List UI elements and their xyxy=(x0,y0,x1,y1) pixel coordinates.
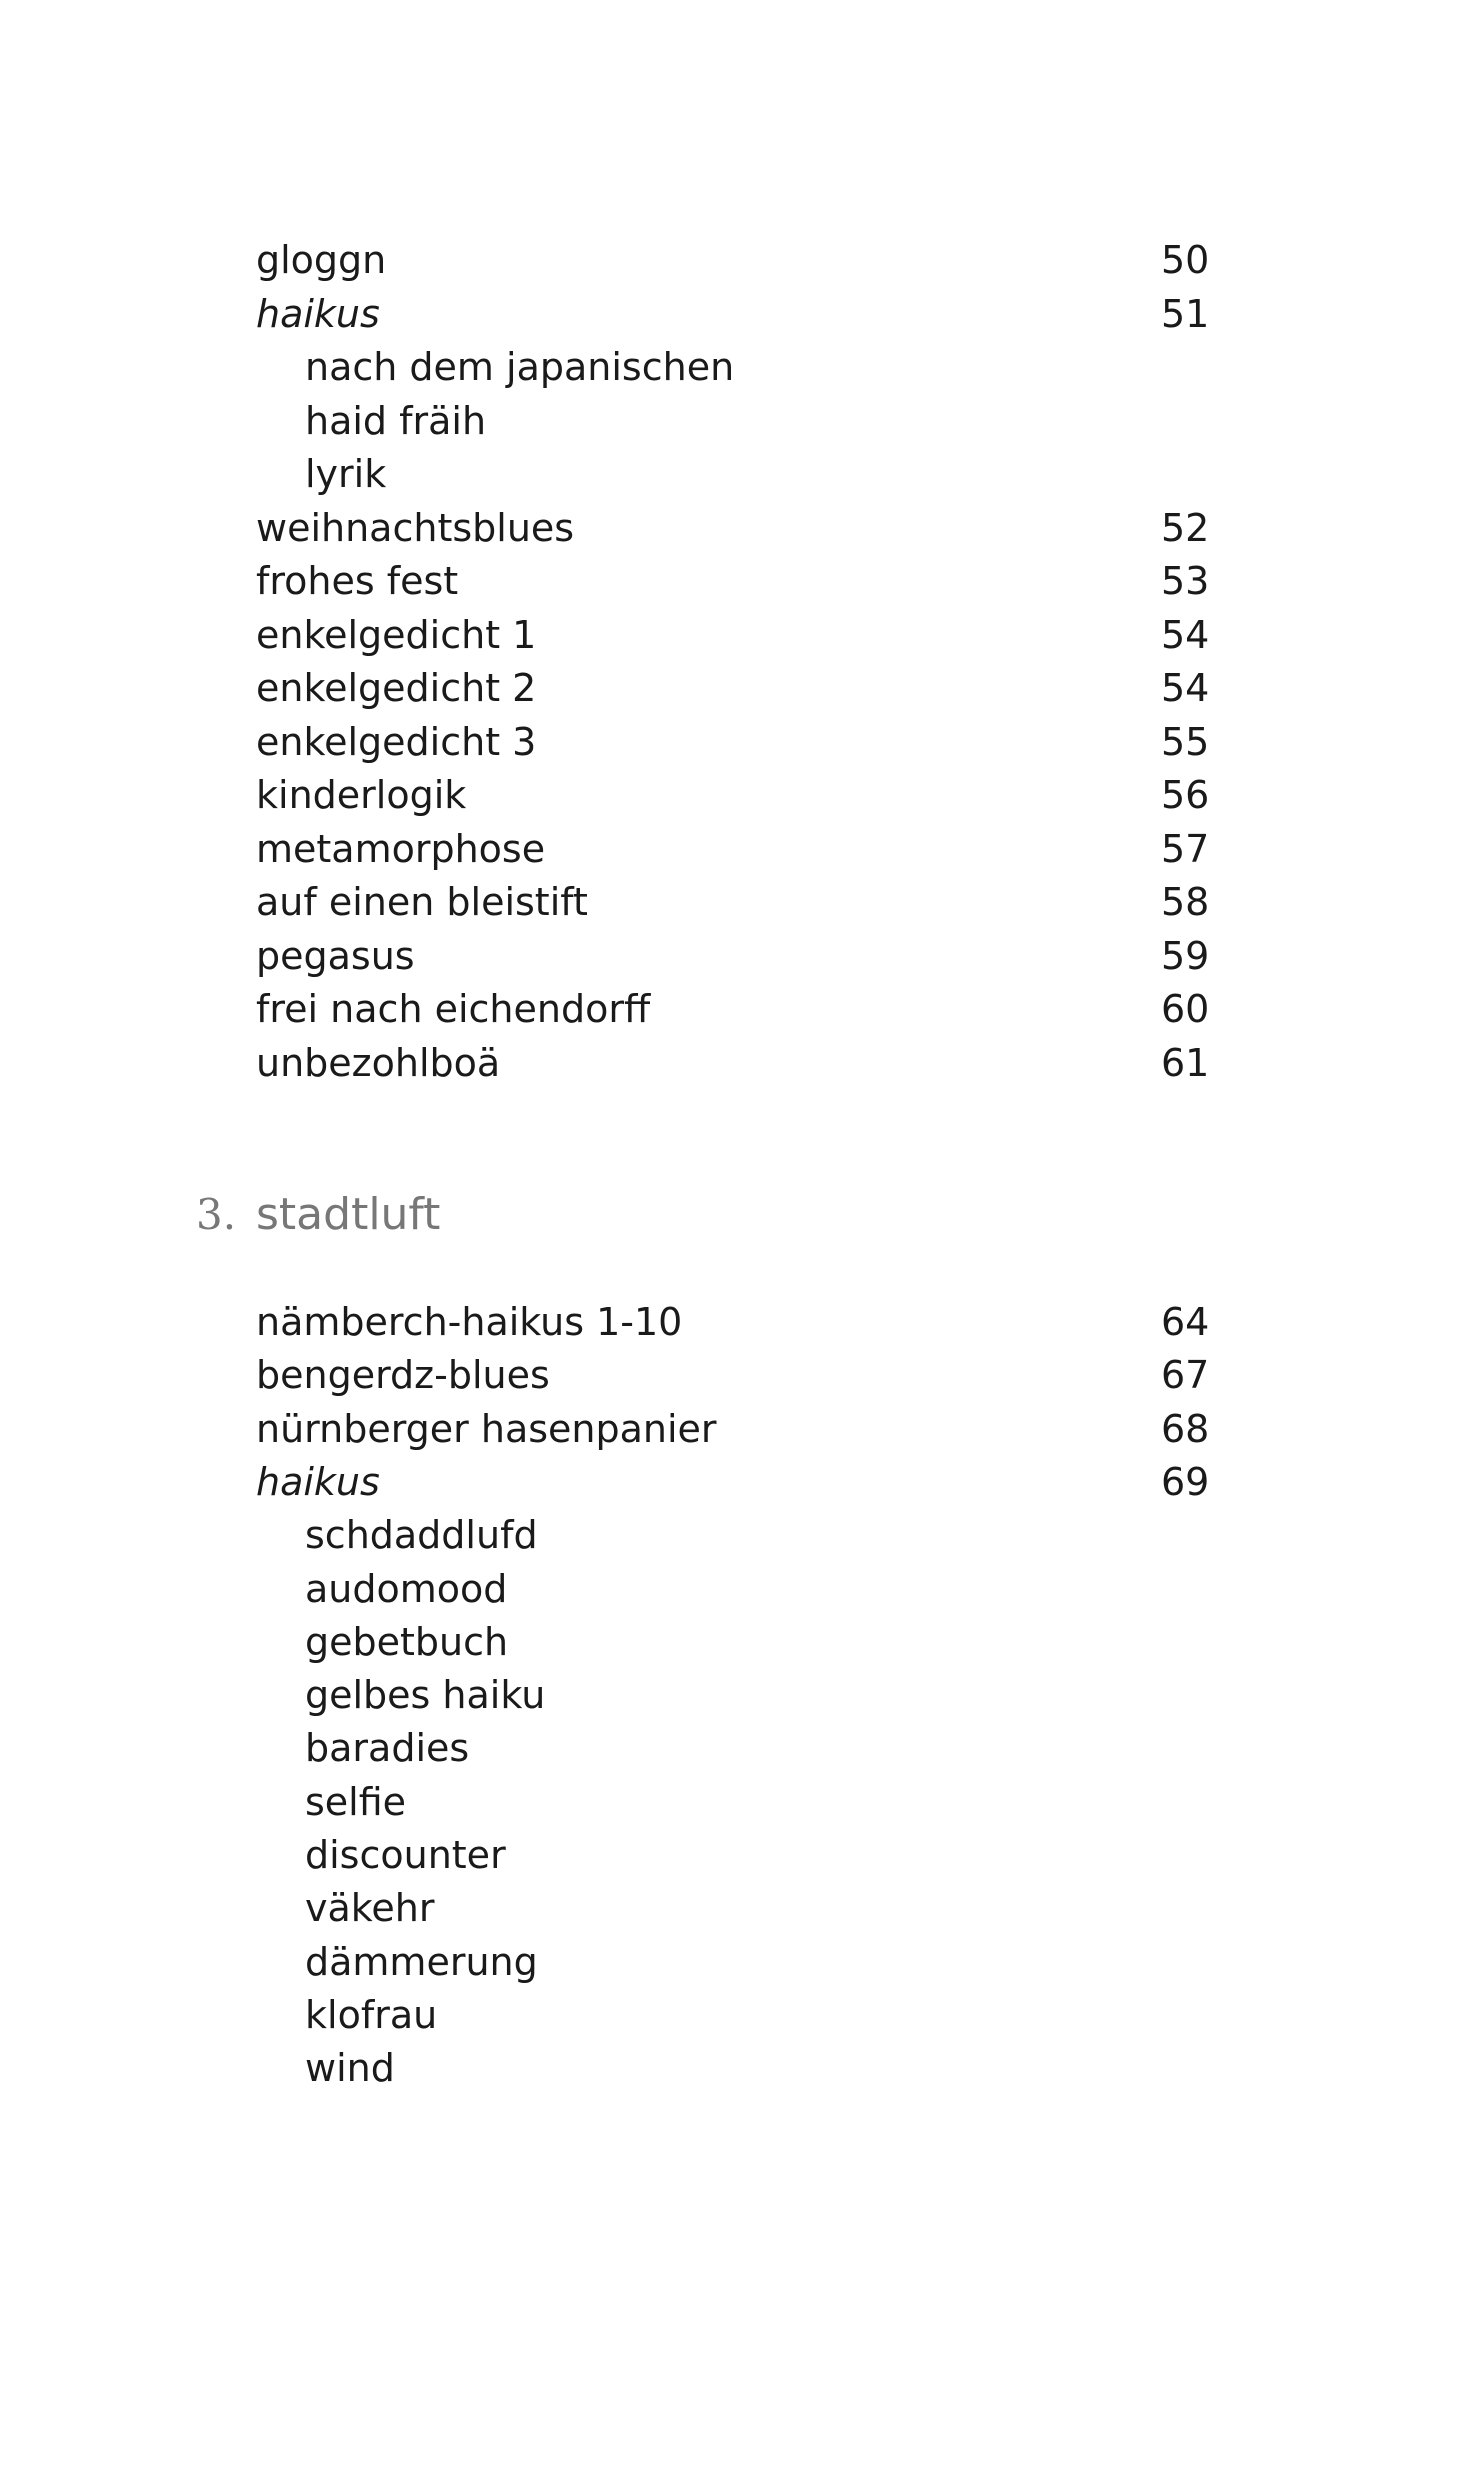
toc-entry-title: metamorphose xyxy=(256,826,546,871)
toc-entry-title: frohes fest xyxy=(256,559,459,603)
toc-entry-title: enkelgedicht 3 xyxy=(256,719,537,764)
toc-entry xyxy=(256,823,1210,876)
toc-entry-page-number: 52 xyxy=(1161,505,1210,550)
toc-entry xyxy=(256,1349,1210,1402)
toc-entry xyxy=(256,876,1210,929)
toc-entry-page-number: 57 xyxy=(1161,826,1210,871)
toc-entry-title: schdaddlufd xyxy=(305,1513,538,1558)
toc-entry-title: wind xyxy=(305,2046,395,2091)
toc-entry-title: nämberch-haikus 1-10 xyxy=(256,1300,683,1344)
toc-entry-title: haid fräih xyxy=(305,398,487,443)
toc-entry-page-number: 50 xyxy=(1161,238,1210,282)
toc-entry xyxy=(256,662,1210,715)
toc-entry-title: audomood xyxy=(305,1566,508,1611)
toc-entry-title: selfie xyxy=(305,1779,407,1824)
toc-entry-title: frei nach eichendorff xyxy=(256,987,651,1031)
toc-entry-page-number: 55 xyxy=(1161,719,1210,764)
toc-subentry xyxy=(305,1829,1206,1882)
toc-entry-page-number: 69 xyxy=(1161,1459,1210,1504)
toc-entry-page-number: 60 xyxy=(1161,987,1210,1031)
toc-entry xyxy=(256,1456,1210,1509)
toc-entry-page-number: 67 xyxy=(1161,1353,1210,1398)
toc-entry-page-number: 61 xyxy=(1161,1040,1210,1085)
toc-entry-title: haikus xyxy=(256,1459,380,1504)
toc-entry xyxy=(256,234,1210,287)
toc-entry-page-number: 56 xyxy=(1161,773,1210,817)
toc-subentry xyxy=(305,1722,1206,1775)
toc-entry-title: dämmerung xyxy=(305,1939,538,1984)
toc-entry-title: klofrau xyxy=(305,1992,438,2037)
toc-entry xyxy=(256,983,1210,1036)
section-number: 3. xyxy=(196,1190,237,1239)
toc-entry xyxy=(256,769,1210,822)
toc-subentry xyxy=(305,395,1206,448)
toc-entry-page-number: 59 xyxy=(1161,933,1210,978)
toc-subentry xyxy=(305,1616,1206,1669)
toc-entry-title: pegasus xyxy=(256,933,415,978)
toc-subentry xyxy=(305,341,1206,394)
toc-entry-title: enkelgedicht 1 xyxy=(256,612,537,657)
toc-entry-page-number: 54 xyxy=(1161,612,1210,657)
toc-entry-title: väkehr xyxy=(305,1886,435,1931)
toc-entry-page-number: 64 xyxy=(1161,1300,1210,1344)
toc-entry-page-number: 53 xyxy=(1161,559,1210,603)
toc-entry xyxy=(256,1403,1210,1456)
toc-subentry xyxy=(305,1669,1206,1722)
toc-entry-title: auf einen bleistift xyxy=(256,880,588,924)
toc-entry-title: gloggn xyxy=(256,238,387,282)
toc-entry-title: haikus xyxy=(256,291,380,336)
toc-entry-title: enkelgedicht 2 xyxy=(256,666,537,710)
toc-entry xyxy=(256,609,1210,662)
toc-entry-page-number: 54 xyxy=(1161,666,1210,710)
toc-entry-title: gebetbuch xyxy=(305,1619,509,1664)
section-title: stadtluft xyxy=(256,1189,441,1240)
toc-entry xyxy=(256,930,1210,983)
toc-subentry xyxy=(305,1509,1206,1562)
toc-entry xyxy=(256,288,1210,341)
toc-entry-title: bengerdz-blues xyxy=(256,1353,550,1398)
toc-subentry xyxy=(305,448,1206,501)
toc-entry xyxy=(256,555,1210,608)
toc-subentry xyxy=(305,1989,1206,2042)
toc-subentry xyxy=(305,1882,1206,1935)
toc-entry-title: baradies xyxy=(305,1726,470,1771)
toc-subentry xyxy=(305,2042,1206,2095)
toc-entry xyxy=(256,716,1210,769)
toc-entry-title: weihnachtsblues xyxy=(256,505,575,550)
toc-entry-title: discounter xyxy=(305,1833,506,1877)
toc-entry-title: nach dem japanischen xyxy=(305,345,735,389)
toc-entry-page-number: 68 xyxy=(1161,1406,1210,1451)
toc-subentry xyxy=(305,1563,1206,1616)
toc-entry xyxy=(256,502,1210,555)
toc-entry-title: lyrik xyxy=(305,452,387,496)
toc-entry-title: nürnberger hasenpanier xyxy=(256,1406,717,1451)
toc-entry-title: unbezohlboä xyxy=(256,1040,501,1085)
toc-entry xyxy=(256,1296,1210,1349)
toc-entry-page-number: 58 xyxy=(1161,880,1210,924)
toc-entry xyxy=(256,1037,1210,1090)
toc-entry-title: gelbes haiku xyxy=(305,1673,546,1718)
toc-entry-page-number: 51 xyxy=(1161,291,1210,336)
toc-entry-title: kinderlogik xyxy=(256,773,467,817)
toc-subentry xyxy=(305,1776,1206,1829)
toc-subentry xyxy=(305,1936,1206,1989)
